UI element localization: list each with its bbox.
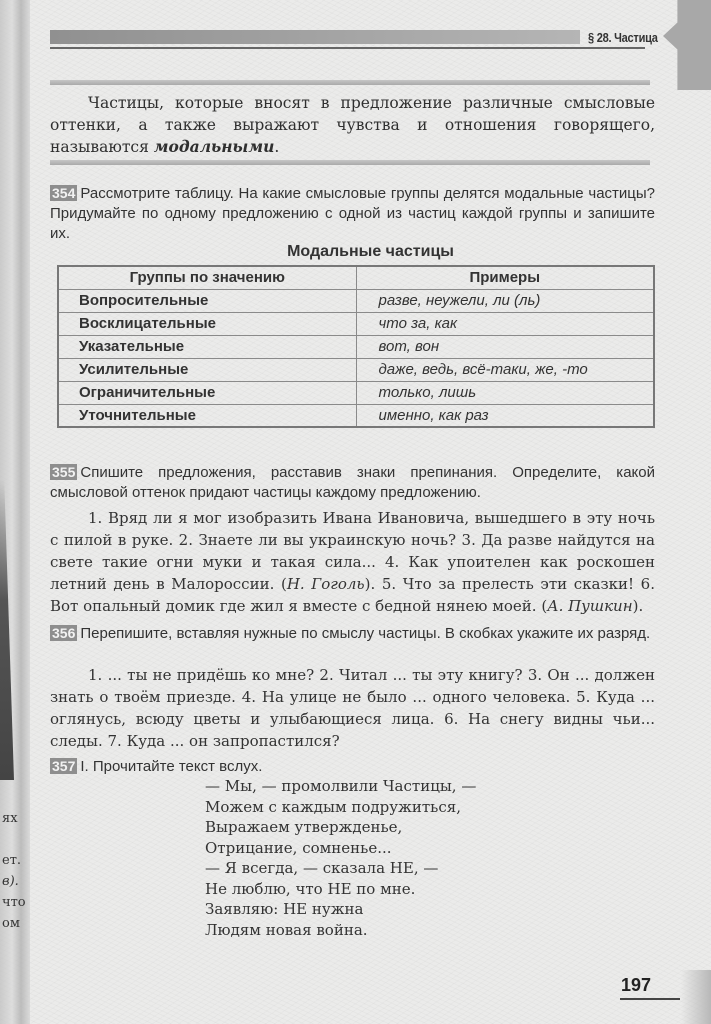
definition-text: Частицы, которые вносят в предложение различные смысловые оттенки, а также выражают чувства и отношения говорящего, называются (50, 94, 655, 156)
examples-cell: разве, неужели, ли (ль) (356, 289, 654, 312)
page-corner-shadow (681, 970, 711, 1024)
exercise-357 (50, 757, 655, 777)
exercise-task: Перепишите, вставляя нужные по смыслу частицы. В скобках укажите их разряд. (80, 625, 651, 642)
page-corner-tab (663, 0, 711, 90)
poem-line: — Я всегда, — сказала НЕ, — (205, 859, 439, 877)
examples-cell: именно, как раз (356, 404, 654, 427)
fragment: в). (2, 874, 19, 889)
text-segment: ). (632, 597, 644, 615)
group-cell: Ограничительные (58, 381, 356, 404)
exercise-356 (50, 624, 655, 644)
table-row (58, 289, 654, 312)
table-row (58, 381, 654, 404)
table-row (58, 404, 654, 427)
exercise-number-badge: 354 (52, 185, 76, 201)
poem-line: Заявляю: НЕ нужна (205, 900, 364, 918)
facing-page-fragments (2, 808, 28, 934)
table-title: Модальные частицы (287, 243, 454, 260)
page-number-rule (620, 998, 680, 1000)
examples-cell: что за, как (356, 312, 654, 335)
group-cell: Уточнительные (58, 404, 356, 427)
table-header-row (58, 266, 654, 289)
poem-line: — Мы, — промолвили Частицы, — (205, 777, 477, 795)
exercise-number-badge: 355 (52, 464, 76, 480)
definition-end: . (274, 138, 280, 156)
text-segment: 1. Вряд ли я мог изобразить Ивана Ивановича, вышедшего в эту ночь с пилой в руке. 2. Знаете ли вы украинскую ночь? 3. Да разве найдутся на свете такие огни муки и такая сила... 4. Как упоителен как роскошен летний день в Малороссии. ( (50, 509, 655, 593)
column-header: Группы по значению (58, 266, 356, 289)
header-bar (50, 30, 580, 44)
exercise-task: I. Прочитайте текст вслух. (80, 758, 263, 775)
poem-line: Людям новая война. (205, 920, 368, 939)
fragment: ом (2, 916, 20, 931)
definition-term: модальными (153, 137, 275, 156)
poem (205, 776, 525, 940)
exercise-356-text: 1. ... ты не придёшь ко мне? 2. Читал ... ты эту книгу? 3. Он ... должен знать о твоём приезде. 4. На улице не было ... одного человека. 5. Куда ... оглянусь, всюду цветы и улыбающиеся лица. 6. На снегу видны чьи... следы. 7. Куда ... он запропастился? (50, 666, 655, 750)
definition-paragraph (50, 92, 655, 158)
fragment (2, 829, 28, 850)
fragment: что (2, 895, 26, 910)
exercise-354 (50, 184, 655, 244)
poem-line: Не люблю, что НЕ по мне. (205, 879, 416, 898)
group-cell: Указательные (58, 335, 356, 358)
table-row (58, 312, 654, 335)
rule-band-bottom (50, 160, 650, 165)
fragment: ет. (2, 853, 22, 868)
text-segment: ). 5. Что за прелесть эти сказки! 6. Вот опальный домик где жил я вместе с бедной нянею моей. ( (50, 575, 655, 615)
poem-line: Можем с каждым подружиться, (205, 797, 461, 816)
header-rule (50, 47, 645, 49)
exercise-task: Спишите предложения, расставив знаки препинания. Определите, какой смысловой оттенок придают частицы каждому предложению. (50, 464, 655, 501)
rule-band-top (50, 80, 650, 85)
exercise-number-badge: 357 (52, 758, 76, 774)
exercise-355 (50, 463, 655, 503)
author-name: Н. Гоголь (286, 575, 365, 593)
exercise-task: Рассмотрите таблицу. На какие смысловые группы делятся модальные частицы? Придумайте по одному предложению с одной из частиц каждой группы и запишите их. (50, 185, 655, 242)
group-cell: Восклицательные (58, 312, 356, 335)
modal-particles-table (57, 265, 655, 428)
group-cell: Вопросительные (58, 289, 356, 312)
exercise-number-badge: 356 (52, 625, 76, 641)
column-header: Примеры (356, 266, 654, 289)
table-row (58, 335, 654, 358)
exercise-355-text (50, 507, 655, 617)
examples-cell: вот, вон (356, 335, 654, 358)
poem-line: Отрицание, сомненье... (205, 838, 392, 857)
author-name: А. Пушкин (547, 597, 633, 615)
poem-line: Выражаем утвержденье, (205, 818, 403, 836)
page-number: 197 (621, 975, 652, 995)
table-row (58, 358, 654, 381)
group-cell: Усилительные (58, 358, 356, 381)
examples-cell: даже, ведь, всё-таки, же, -то (356, 358, 654, 381)
fragment: ях (2, 811, 18, 826)
examples-cell: только, лишь (356, 381, 654, 404)
section-title: § 28. Частица (588, 30, 658, 45)
